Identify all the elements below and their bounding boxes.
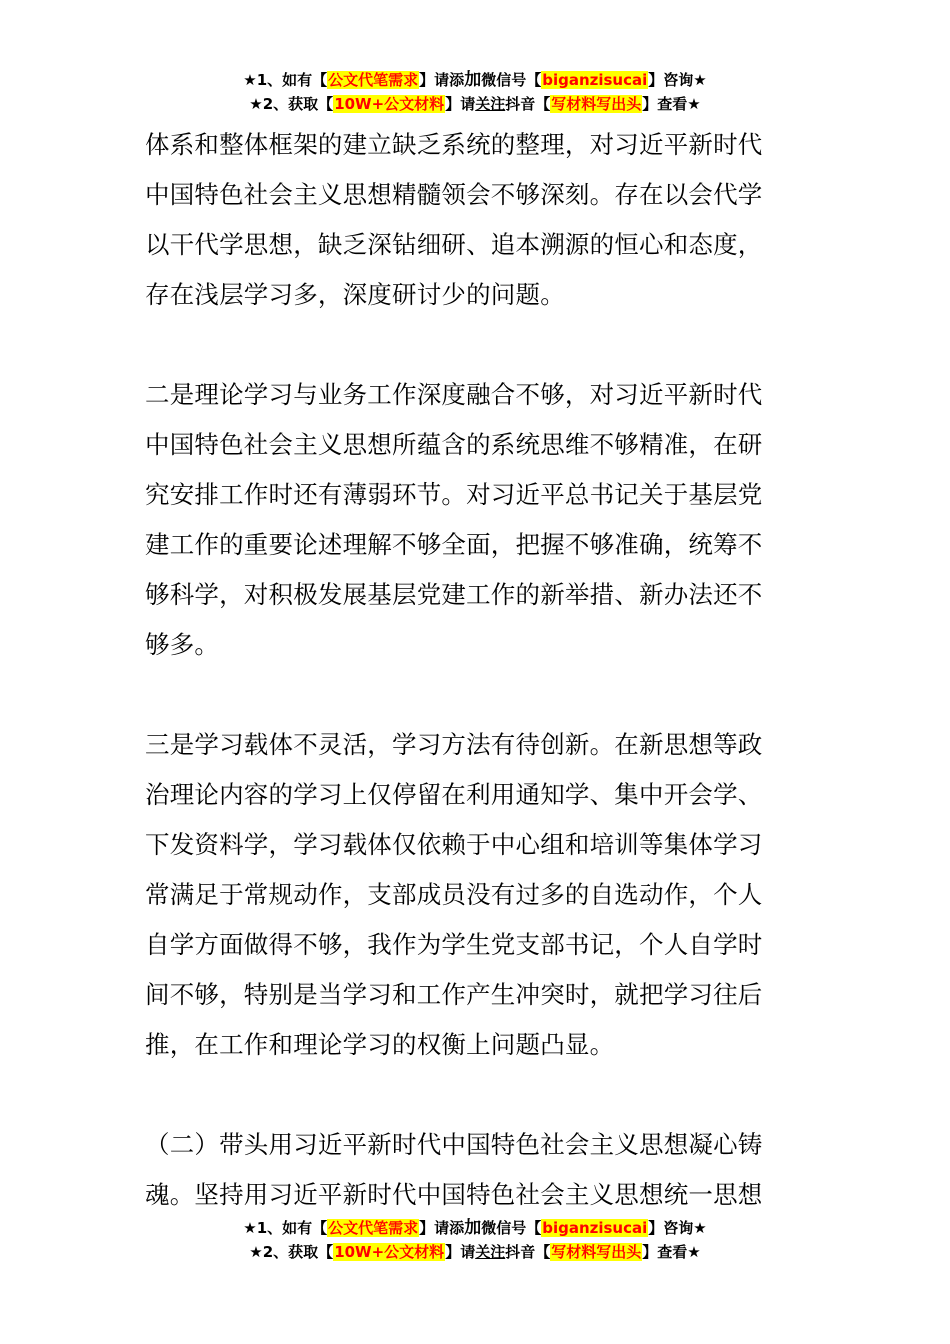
promo-line-1-text: 】请添 bbox=[419, 71, 465, 89]
body-paragraph: （二）带头用习近平新时代中国特色社会主义思想凝心铸 魂。坚持用习近平新时代中国特色社会主义思想统一思想 bbox=[145, 1130, 763, 1209]
promo-line-1 bbox=[0, 68, 950, 92]
promo-highlight-materials: 10W+公文材料 bbox=[334, 1243, 445, 1261]
body-paragraph: 二是理论学习与业务工作深度融合不够，对习近平新时代 中国特色社会主义思想所蕴含的系统思维不够精准，在研 究安排工作时还有薄弱环节。对习近平总书记关于基层党 建工作的重要论述理解不够全面，把握不够准确，统筹不 够科学，对积极发展基层党建工作的新举措、新办法还不 够多。 bbox=[145, 380, 763, 659]
promo-line-2 bbox=[0, 1240, 950, 1264]
promo-line-2-text: 】请 bbox=[445, 1243, 476, 1261]
promo-highlight-douyin-account: 写材料写出头 bbox=[551, 1243, 642, 1261]
promo-line-1-suffix: 】咨询★ bbox=[648, 1219, 707, 1237]
body-paragraph: 三是学习载体不灵活，学习方法有待创新。在新思想等政 治理论内容的学习上仅停留在利用通知学、集中开会学、 下发资料学，学习载体仅依赖于中心组和培训等集体学习 常满足于常规动作，支部成员没有过多的自选动作，个人 自学方面做得不够，我作为学生党支部书记，个人自学时 间不够，特别是当学习和工作产生冲突时，就把学习往后 推，在工作和理论学习的权衡上问题凸显。 bbox=[145, 730, 763, 1059]
body-paragraph: 体系和整体框架的建立缺乏系统的整理，对习近平新时代 中国特色社会主义思想精髓领会不够深刻。存在以会代学 以干代学思想，缺乏深钻细研、追本溯源的恒心和态度， 存在浅层学习多，深度研讨少的问题。 bbox=[145, 130, 763, 309]
promo-line-2-prefix: ★2、获取【 bbox=[249, 1243, 334, 1261]
footer-promo-banner bbox=[0, 1216, 950, 1264]
promo-line-1 bbox=[0, 1216, 950, 1240]
promo-highlight-writing-service: 公文代笔需求 bbox=[328, 1219, 419, 1237]
promo-line-1-text-2: 微信号【 bbox=[481, 1219, 542, 1237]
header-promo-banner bbox=[0, 68, 950, 116]
promo-highlight-writing-service: 公文代笔需求 bbox=[328, 71, 419, 89]
promo-highlight-materials: 10W+公文材料 bbox=[334, 95, 445, 113]
promo-line-1-prefix: ★1、如有【 bbox=[243, 71, 328, 89]
promo-line-1-emphasis: 加 bbox=[464, 70, 482, 90]
promo-line-1-text: 】请添 bbox=[419, 1219, 465, 1237]
promo-line-1-text-2: 微信号【 bbox=[481, 71, 542, 89]
promo-line-1-prefix: ★1、如有【 bbox=[243, 1219, 328, 1237]
promo-highlight-wechat-id: biganzisucai bbox=[542, 71, 648, 89]
promo-line-2-text-2: 抖音【 bbox=[505, 95, 551, 113]
promo-line-2-text: 】请 bbox=[445, 95, 476, 113]
promo-line-2-text-2: 抖音【 bbox=[505, 1243, 551, 1261]
promo-line-2-emphasis: 关注 bbox=[475, 1243, 506, 1261]
promo-line-2-emphasis: 关注 bbox=[475, 95, 506, 113]
promo-line-1-suffix: 】咨询★ bbox=[648, 71, 707, 89]
document-body bbox=[145, 120, 810, 1220]
promo-line-1-emphasis: 加 bbox=[464, 1218, 482, 1238]
promo-line-2-suffix: 】查看★ bbox=[642, 95, 701, 113]
promo-highlight-wechat-id: biganzisucai bbox=[542, 1219, 648, 1237]
promo-line-2-prefix: ★2、获取【 bbox=[249, 95, 334, 113]
promo-line-2 bbox=[0, 92, 950, 116]
promo-highlight-douyin-account: 写材料写出头 bbox=[551, 95, 642, 113]
promo-line-2-suffix: 】查看★ bbox=[642, 1243, 701, 1261]
